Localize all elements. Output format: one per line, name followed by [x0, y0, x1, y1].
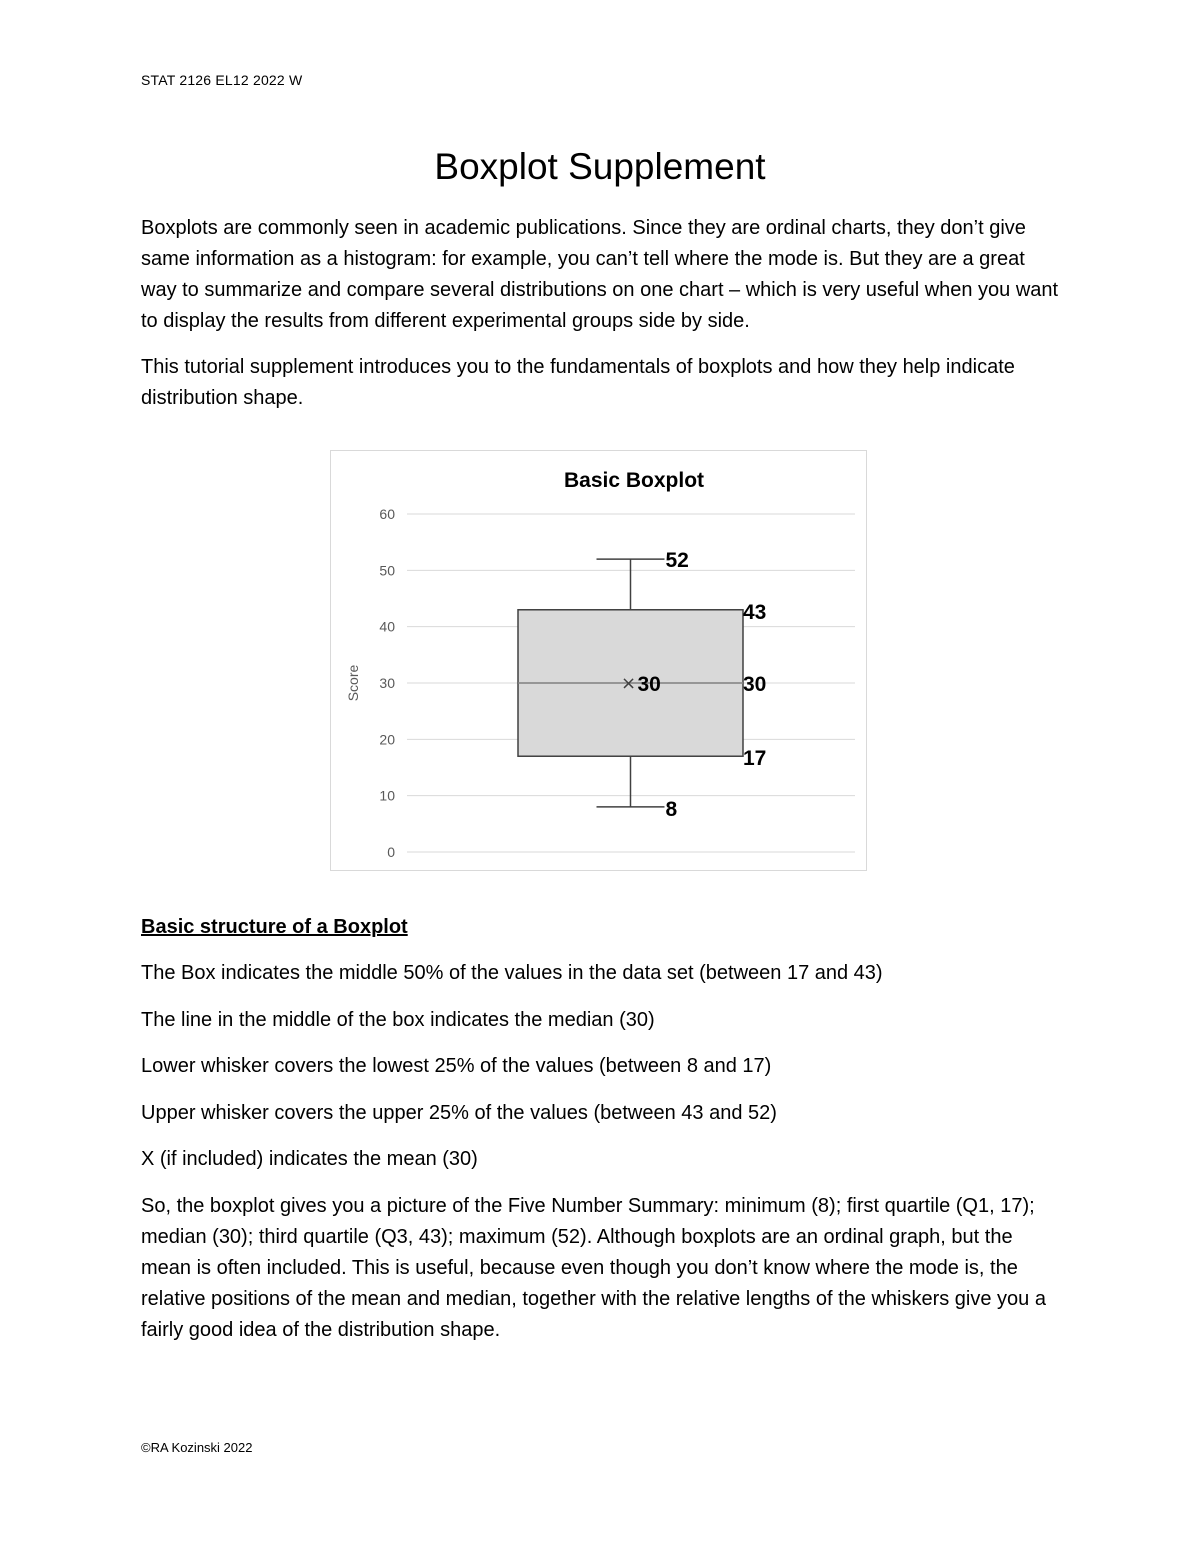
structure-line-median: The line in the middle of the box indicates the median (30)	[141, 1009, 655, 1031]
intro-paragraph-2: This tutorial supplement introduces you to the fundamentals of boxplots and how they help indicate distribution shape.	[141, 356, 1015, 409]
y-tick-label-10: 10	[379, 787, 395, 804]
max-label: 52	[665, 549, 689, 573]
structure-line-mean: X (if included) indicates the mean (30)	[141, 1148, 478, 1170]
structure-line-lower-whisker: Lower whisker covers the lowest 25% of the values (between 8 and 17)	[141, 1055, 772, 1077]
course-header: STAT 2126 EL12 2022 W	[141, 72, 303, 88]
y-tick-label-50: 50	[379, 562, 395, 579]
copyright-footer: ©RA Kozinski 2022	[141, 1440, 253, 1455]
summary-paragraph: So, the boxplot gives you a picture of the Five Number Summary: minimum (8); first quartile (Q1, 17); median (30); third quartile (Q3, 43); maximum (52). Although boxplots are an ordinal graph, but the mean is often included. This is useful, because even though you don’t know where the mode is, the relative positions of the mean and median, together with the relative lengths of the whiskers give you a fairly good idea of the distribution shape.	[141, 1195, 1046, 1341]
y-tick-label-60: 60	[379, 506, 395, 522]
structure-line-box: The Box indicates the middle 50% of the values in the data set (between 17 and 43)	[141, 962, 883, 984]
min-label: 8	[665, 797, 678, 821]
y-axis-label: Score	[345, 664, 361, 702]
q3-label: 43	[743, 600, 767, 624]
structure-heading: Basic structure of a Boxplot	[141, 916, 408, 938]
boxplot-svg	[331, 451, 866, 870]
y-tick-label-30: 30	[379, 675, 395, 691]
boxplot-chart	[330, 450, 867, 871]
structure-line-upper-whisker: Upper whisker covers the upper 25% of the values (between 43 and 52)	[141, 1102, 777, 1124]
page-title: Boxplot Supplement	[434, 146, 766, 187]
q1-label: 17	[743, 747, 767, 771]
intro-paragraph-1: Boxplots are commonly seen in academic publications. Since they are ordinal charts, they don’t give same information as a histogram: for example, you can’t tell where the mode is. But they are a great way to summarize and compare several distributions on one chart – which is very useful when you want to display the results from different experimental groups side by side.	[141, 217, 1059, 332]
chart-title: Basic Boxplot	[563, 469, 705, 492]
mean-marker: ×	[620, 673, 637, 694]
mean-label: 30	[637, 673, 661, 696]
median-label: 30	[743, 673, 767, 696]
y-tick-label-0: 0	[387, 844, 395, 860]
y-tick-label-20: 20	[379, 731, 395, 748]
y-tick-label-40: 40	[379, 618, 395, 635]
